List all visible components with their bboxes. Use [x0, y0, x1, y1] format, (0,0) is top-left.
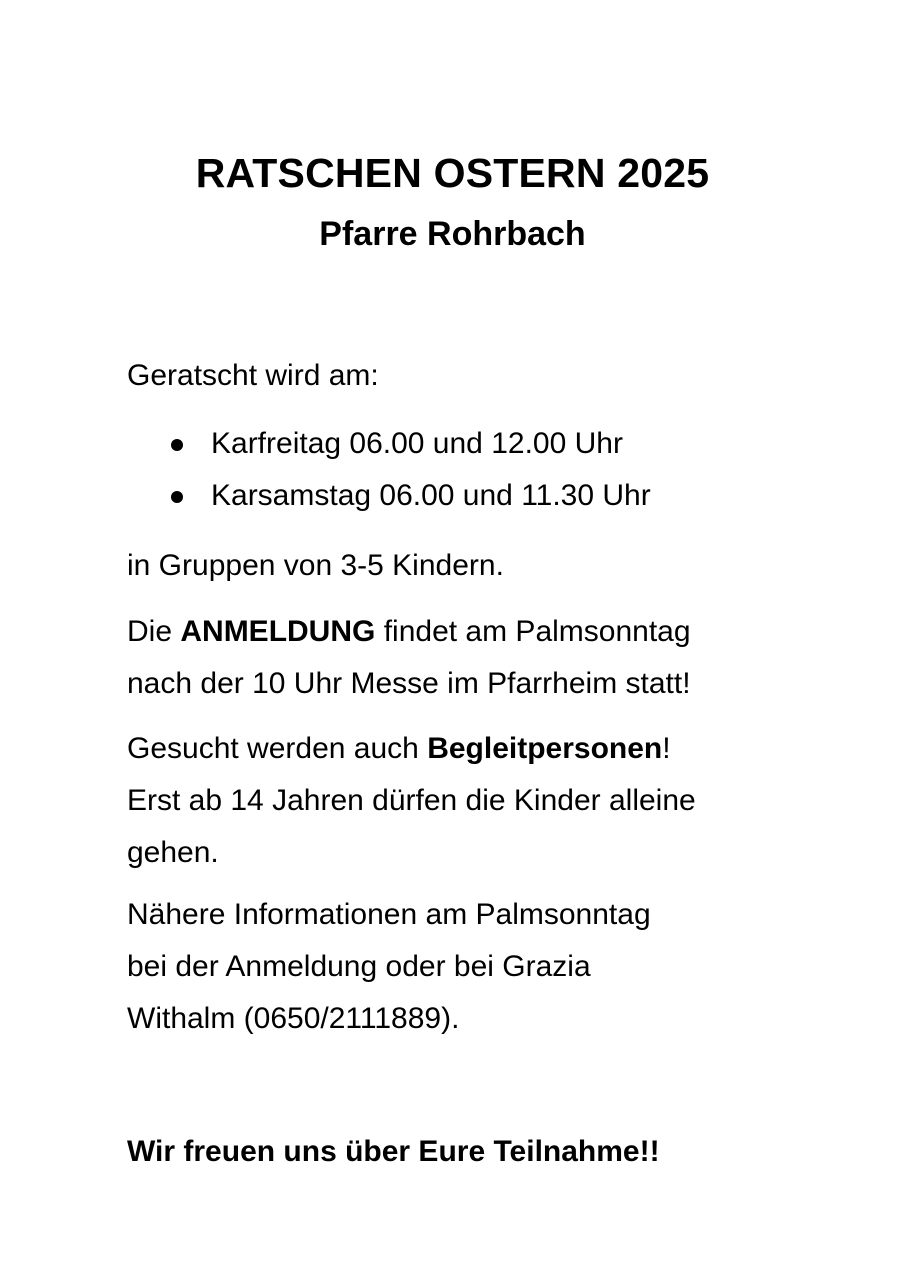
- info-line-2: bei der Anmeldung oder bei Grazia: [127, 950, 591, 983]
- bullet-icon: [171, 491, 183, 503]
- schedule-list: [165, 418, 805, 522]
- list-item: [165, 470, 805, 522]
- schedule-item-text: Karfreitag 06.00 und 12.00 Uhr: [211, 427, 623, 460]
- bullet-icon: [171, 439, 183, 451]
- page-title: RATSCHEN OSTERN 2025: [195, 150, 710, 196]
- companions-line-2: Erst ab 14 Jahren dürfen die Kinder alleine: [127, 784, 696, 817]
- companions-paragraph: [127, 723, 827, 879]
- companions-suffix: !: [662, 732, 671, 765]
- list-item: [165, 418, 805, 470]
- intro-text: Geratscht wird am:: [127, 359, 379, 392]
- companions-line-3: gehen.: [127, 836, 219, 869]
- info-paragraph: [127, 889, 827, 1045]
- companions-prefix: Gesucht werden auch: [127, 732, 428, 765]
- companions-emphasis: Begleitpersonen: [427, 732, 663, 765]
- registration-line-1: [127, 606, 827, 658]
- registration-prefix: Die: [127, 615, 181, 648]
- info-line-1: Nähere Informationen am Palmsonntag: [127, 898, 651, 931]
- companions-line-1: [127, 723, 827, 775]
- closing-text: Wir freuen uns über Eure Teilnahme!!: [127, 1135, 660, 1168]
- schedule-item-text: Karsamstag 06.00 und 11.30 Uhr: [211, 479, 651, 512]
- registration-paragraph: [127, 606, 827, 710]
- page-subtitle: Pfarre Rohrbach: [319, 215, 586, 253]
- registration-line-2: nach der 10 Uhr Messe im Pfarrheim statt!: [127, 667, 691, 700]
- registration-emphasis: ANMELDUNG: [180, 615, 376, 648]
- registration-suffix: findet am Palmsonntag: [375, 615, 691, 648]
- info-line-3: Withalm (0650/2111889).: [127, 1002, 460, 1035]
- groups-text: in Gruppen von 3-5 Kindern.: [127, 549, 504, 582]
